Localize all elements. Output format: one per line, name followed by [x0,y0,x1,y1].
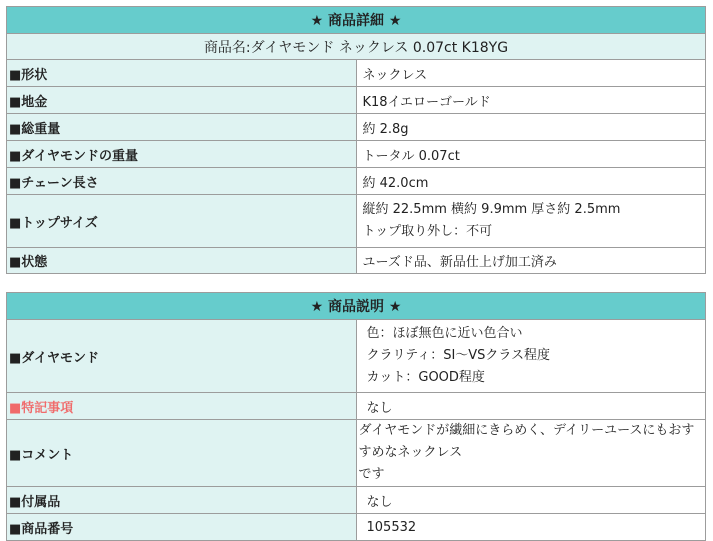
product-name-line: 商品名:ダイヤモンド ネックレス 0.07ct K18YG [7,34,706,60]
table-row [7,320,706,393]
table-row [7,87,706,114]
product-details-table [6,6,706,274]
diamond-color: 色：ほぼ無色に近い色合い [366,326,523,341]
diamond-clarity: クラリティ：SI～VSクラス程度 [366,348,551,363]
table-row [7,420,706,487]
total-weight-label: ■総重量 [7,114,357,141]
top-removable: トップ取り外し：不可 [362,224,493,239]
description-header: ★ 商品説明 ★ [7,293,706,320]
special-notes-value: なし [356,393,706,420]
product-number-value: 105532 [356,514,706,541]
table-row [7,141,706,168]
condition-label: ■状態 [7,248,357,274]
accessories-value: なし [356,487,706,514]
table-row [7,393,706,420]
total-weight-value: 約 2.8g [356,114,706,141]
accessories-label: ■付属品 [7,487,357,514]
top-size-label: ■トップサイズ [7,195,357,248]
diamond-value [356,320,706,393]
diamond-weight-value: トータル 0.07ct [356,141,706,168]
table-row [7,514,706,541]
shape-value: ネックレス [356,60,706,87]
table-row [7,168,706,195]
top-size-dimensions: 縦約 22.5mm 横約 9.9mm 厚さ約 2.5mm [362,202,621,217]
shape-label: ■形状 [7,60,357,87]
metal-value: K18イエローゴールド [356,87,706,114]
metal-label: ■地金 [7,87,357,114]
chain-length-value: 約 42.0cm [356,168,706,195]
product-description-table [6,292,706,541]
special-notes-label: ■特記事項 [7,393,357,420]
top-size-value [356,195,706,248]
chain-length-label: ■チェーン長さ [7,168,357,195]
comment-line-2: です [358,467,385,482]
comment-label: ■コメント [7,420,357,487]
diamond-label: ■ダイヤモンド [7,320,357,393]
table-row [7,487,706,514]
product-number-label: ■商品番号 [7,514,357,541]
comment-line-1: ダイヤモンドが繊細にきらめく、デイリーユースにもおすすめなネックレス [358,423,695,460]
table-row [7,60,706,87]
table-row [7,248,706,274]
details-header: ★ 商品詳細 ★ [7,7,706,34]
comment-value [356,420,706,487]
diamond-cut: カット：GOOD程度 [366,370,485,385]
table-row [7,114,706,141]
condition-value: ユーズド品、新品仕上げ加工済み [356,248,706,274]
diamond-weight-label: ■ダイヤモンドの重量 [7,141,357,168]
table-row [7,195,706,248]
